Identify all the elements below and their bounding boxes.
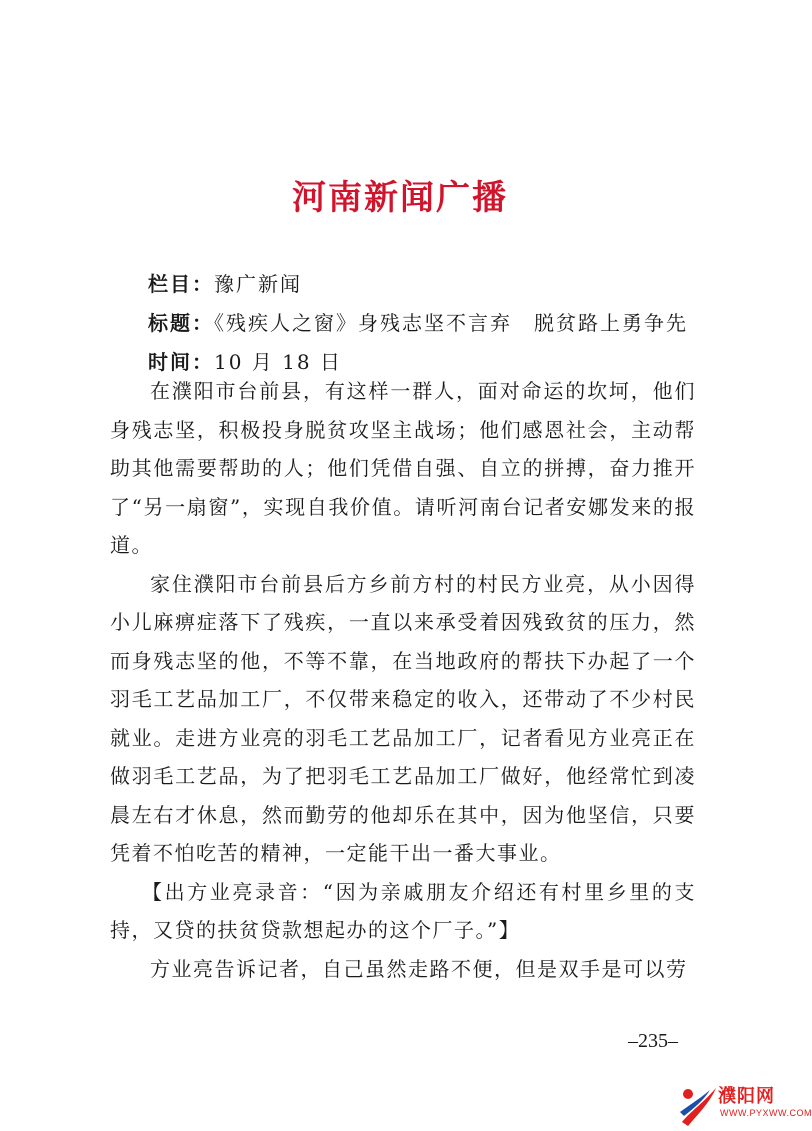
paragraph-intro: 在濮阳市台前县，有这样一群人，面对命运的坎坷，他们身残志坚，积极投身脱贫攻坚主战场；他们感恩社会，主动帮助其他需要帮助的人；他们凭借自强、自立的拼搏，奋力推开了“另一扇窗”，实现自我价值。请听河南台记者安娜发来的报道。: [110, 379, 696, 557]
column-label: 栏目：: [148, 272, 214, 296]
headline-value: 《残疾人之窗》身残志坚不言弃 脱贫路上勇争先: [214, 311, 688, 335]
paragraph-continued: 方业亮告诉记者，自己虽然走路不便，但是双手是可以劳: [150, 956, 688, 981]
headline-line: [148, 307, 688, 336]
time-label: 时间：: [148, 350, 214, 374]
column-line: [148, 268, 302, 297]
headline-label: 标题：: [148, 311, 214, 335]
paragraph-story: 家住濮阳市台前县后方乡前方村的村民方业亮，从小因得小儿麻痹症落下了残疾，一直以来承受着因残致贫的压力，然而身残志坚的他，不等不靠，在当地政府的帮扶下办起了一个羽毛工艺品加工厂，不仅带来稳定的收入，还带动了不少村民就业。走进方业亮的羽毛工艺品加工厂，记者看见方业亮正在做羽毛工艺品，为了把羽毛工艺品加工厂做好，他经常忙到凌晨左右才休息，然而勤劳的他却乐在其中，因为他坚信，只要凭着不怕吃苦的精神，一定能干出一番大事业。: [110, 571, 696, 865]
paragraph-recording: 【出方业亮录音：“因为亲戚朋友介绍还有村里乡里的支持，又贷的扶贫贷款想起办的这个厂子。”】: [110, 879, 696, 942]
site-logo: [676, 1082, 812, 1131]
logo-name: 濮阳网: [718, 1086, 775, 1107]
page-title: 河南新闻广播: [292, 178, 508, 218]
pyxww-logo-icon: [676, 1082, 720, 1131]
logo-url: WWW.PYXWW.COM: [720, 1108, 812, 1118]
time-value: 10 月 18 日: [214, 350, 342, 374]
page-number: –235–: [628, 1030, 678, 1052]
column-value: 豫广新闻: [214, 272, 302, 296]
article-body: [110, 372, 696, 988]
time-line: [148, 346, 342, 375]
